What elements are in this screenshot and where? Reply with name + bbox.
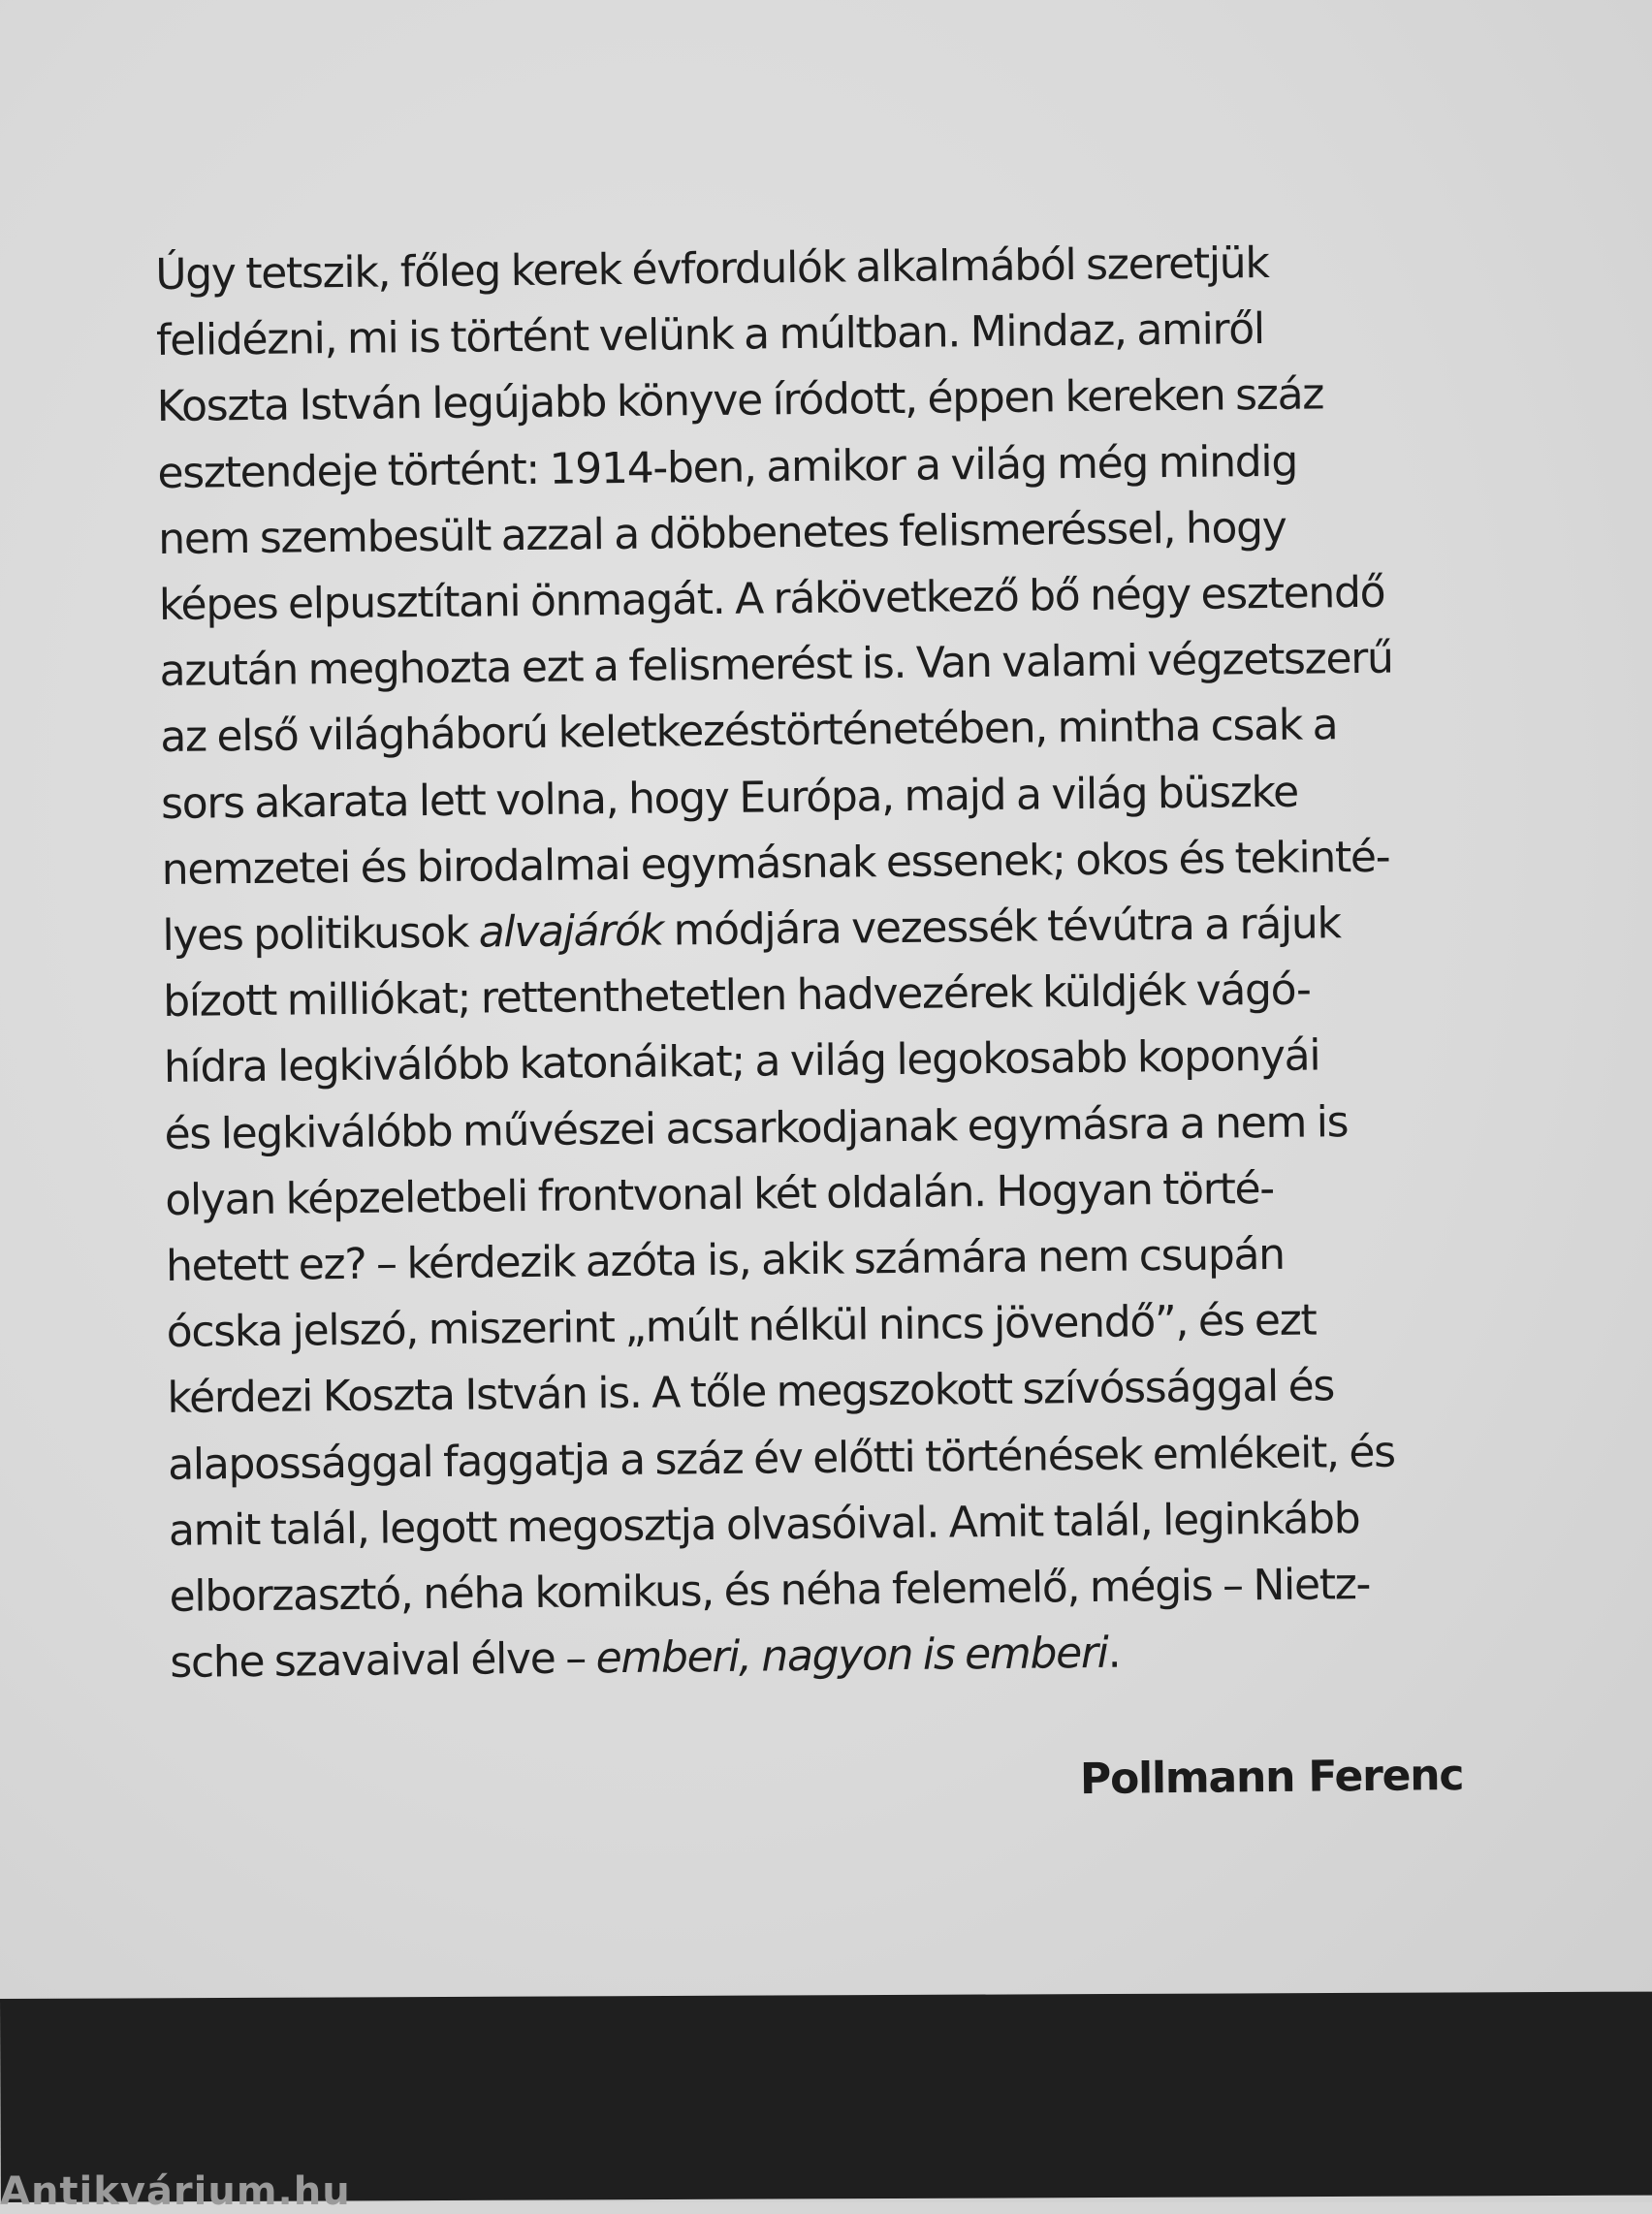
- text-run: alapossággal faggatja a száz év előtti történések emlékeit, és: [167, 1427, 1396, 1490]
- text-run: kérdezi Koszta István is. A tőle megszokott szívóssággal és: [167, 1361, 1335, 1424]
- text-run: sche szavaival élve –: [170, 1633, 596, 1689]
- text-run: hetett ez? – kérdezik azóta is, akik számára nem csupán: [165, 1229, 1285, 1291]
- text-run: képes elpusztítani önmagát. A rákövetkező bő négy esztendő: [158, 567, 1385, 630]
- text-run: olyan képzeletbeli frontvonal két oldalán. Hogyan törté-: [165, 1163, 1275, 1225]
- text-run: elborzasztó, néha komikus, és néha felemelő, mégis – Nietz-: [169, 1560, 1371, 1622]
- text-run: azután meghozta ezt a felismerést is. Van valami végzetszerű: [159, 633, 1393, 697]
- text-run: hídra legkiválóbb katonáikat; a világ legokosabb koponyái: [163, 1030, 1320, 1093]
- blurb-paragraph: [155, 228, 1528, 1696]
- text-run: sors akarata lett volna, hogy Európa, majd a világ büszke: [160, 767, 1299, 829]
- text-run: Koszta István legújabb könyve íródott, éppen kereken száz: [156, 369, 1324, 432]
- text-run: esztendeje történt: 1914-ben, amikor a világ még mindig: [157, 436, 1298, 498]
- text-run: az első világháború keletkezéstörténetében, mintha csak a: [160, 700, 1338, 763]
- text-run: módjára vezessék tévútra a rájuk: [662, 899, 1341, 956]
- author-signature: Pollmann Ferenc: [1079, 1750, 1464, 1805]
- text-line: [170, 1617, 1528, 1697]
- text-run: ócska jelszó, miszerint „múlt nélkül nincs jövendő”, és ezt: [166, 1295, 1317, 1358]
- text-run: felidézni, mi is történt velünk a múltban. Mindaz, amiről: [155, 304, 1265, 366]
- text-run: és legkiválóbb művészei acsarkodjanak egymásra a nem is: [164, 1096, 1349, 1159]
- text-run: .: [1107, 1628, 1121, 1679]
- text-run: bízott milliókat; rettenthetetlen hadvezérek küldjék vágó-: [162, 965, 1311, 1028]
- text-run: nemzetei és birodalmai egymásnak essenek; okos és tekinté-: [161, 832, 1390, 895]
- italic-phrase: emberi, nagyon is emberi: [595, 1629, 1108, 1684]
- text-run: nem szembesült azzal a döbbenetes felismeréssel, hogy: [157, 502, 1287, 564]
- text-run: Úgy tetszik, főleg kerek évfordulók alkalmából szeretjük: [155, 237, 1269, 300]
- text-run: lyes politikusok: [162, 907, 479, 961]
- watermark-text: Antikvárium.hu: [0, 2169, 351, 2214]
- italic-phrase: alvajárók: [478, 905, 664, 958]
- text-run: amit talál, legott megosztja olvasóival. Amit talál, leginkább: [168, 1493, 1360, 1556]
